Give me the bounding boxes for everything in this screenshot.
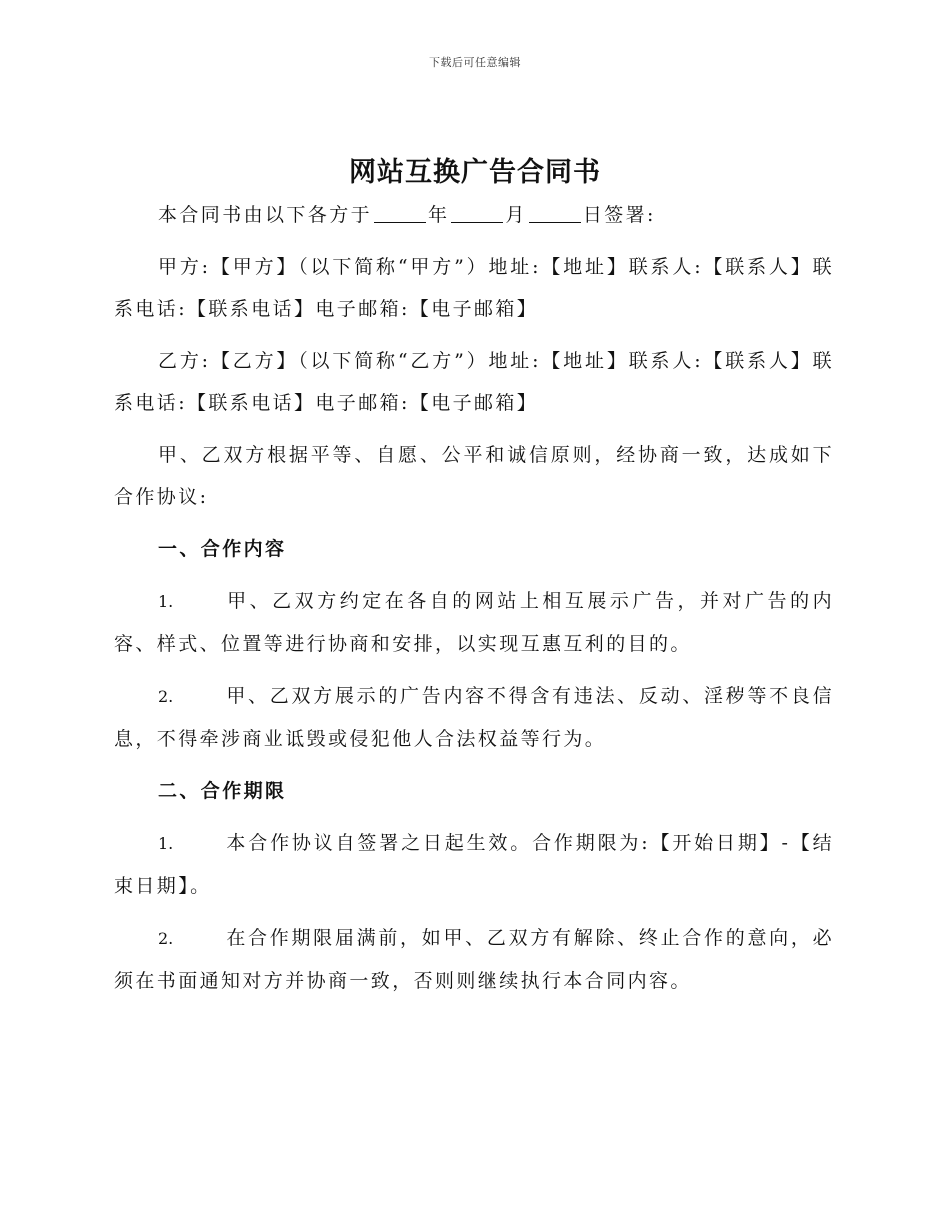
agreement-intro-paragraph: 甲、乙双方根据平等、自愿、公平和诚信原则，经协商一致，达成如下合作协议: xyxy=(114,444,834,508)
month-blank xyxy=(451,200,503,223)
section-heading-cooperation-term: 二、合作期限 xyxy=(158,780,287,802)
clause-text: 甲、乙双方约定在各自的网站上相互展示广告，并对广告的内容、样式、位置等进行协商和安排，以实现互惠互利的目的。 xyxy=(114,590,834,655)
clause-text: 本合作协议自签署之日起生效。合作期限为:【开始日期】-【结束日期】。 xyxy=(114,832,834,897)
clause-text: 在合作期限届满前，如甲、乙双方有解除、终止合作的意向，必须在书面通知对方并协商一致，否则则继续执行本合同内容。 xyxy=(114,927,834,992)
party-b-paragraph: 乙方:【乙方】（以下简称“乙方”）地址:【地址】联系人:【联系人】联系电话:【联系电话】电子邮箱:【电子邮箱】 xyxy=(114,350,834,414)
clause-item xyxy=(114,917,834,1002)
clause-item xyxy=(114,675,834,760)
clause-number: 2. xyxy=(158,929,174,948)
intro-month: 月 xyxy=(505,204,527,226)
intro-year: 年 xyxy=(428,204,450,226)
document-body xyxy=(114,194,834,1012)
header-note: 下载后可任意编辑 xyxy=(429,56,521,69)
clause-number: 1. xyxy=(158,834,174,853)
clause-item xyxy=(114,580,834,665)
section-heading-cooperation-content: 一、合作内容 xyxy=(158,538,287,560)
clause-text: 甲、乙双方展示的广告内容不得含有违法、反动、淫秽等不良信息，不得牵涉商业诋毁或侵犯他人合法权益等行为。 xyxy=(114,685,834,750)
party-a-paragraph: 甲方:【甲方】（以下简称“甲方”）地址:【地址】联系人:【联系人】联系电话:【联系电话】电子邮箱:【电子邮箱】 xyxy=(114,256,834,320)
intro-day: 日签署: xyxy=(582,204,656,226)
intro-prefix: 本合同书由以下各方于 xyxy=(158,204,373,226)
intro-paragraph xyxy=(114,194,834,236)
day-blank xyxy=(529,200,581,223)
document-title: 网站互换广告合同书 xyxy=(349,157,601,188)
year-blank xyxy=(374,200,426,223)
clause-number: 1. xyxy=(158,592,174,611)
clause-number: 2. xyxy=(158,687,174,706)
clause-item xyxy=(114,822,834,907)
